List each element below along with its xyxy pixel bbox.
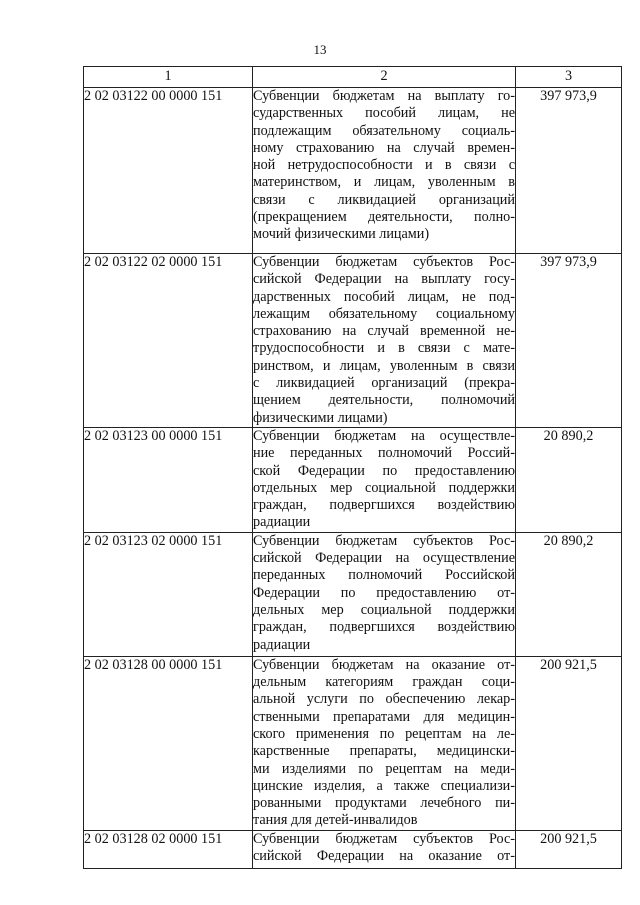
- table-row: [84, 254, 622, 428]
- table-row: [84, 88, 622, 254]
- description-line: цинские изделия, а также специализи-: [253, 777, 515, 794]
- description-line: тания для детей-инвалидов: [253, 812, 418, 829]
- description-line: Субвенции бюджетам субъектов Рос-: [253, 830, 515, 847]
- description-line: граждан, подвергшихся воздействию: [253, 497, 515, 514]
- description-line: альной услуги по обеспечению лекар-: [253, 691, 515, 708]
- row-code: 2 02 03123 00 0000 151: [84, 428, 253, 533]
- row-code: 2 02 03128 00 0000 151: [84, 656, 253, 830]
- description-line: радиации: [253, 636, 311, 653]
- row-amount: 397 973,9: [516, 88, 622, 254]
- description-line: связи с ликвидацией организаций: [253, 191, 515, 208]
- description-line: карственные препараты, медицински-: [253, 743, 515, 760]
- table-row: [84, 830, 622, 868]
- table-row: [84, 532, 622, 656]
- description-line: материнством, и лицам, уволенным в: [253, 174, 515, 191]
- description-line: рованными продуктами лечебного пи-: [253, 795, 515, 812]
- row-amount: 397 973,9: [516, 254, 622, 428]
- budget-table: [83, 66, 622, 869]
- description-line: Субвенции бюджетам на осуществле-: [253, 428, 515, 444]
- description-line: щением деятельности, полномочий: [253, 392, 515, 409]
- description-line: физическими лицами): [253, 409, 388, 426]
- description-line: страхованию на случай временной не-: [253, 323, 515, 340]
- description-line: ние переданных полномочий Россий-: [253, 445, 515, 462]
- row-amount: 20 890,2: [516, 532, 622, 656]
- description-line: ственными препаратами для медицин-: [253, 708, 515, 725]
- description-line: подлежащим обязательному социаль-: [253, 122, 515, 139]
- description-line: дельным категориям граждан соци-: [253, 674, 515, 691]
- description-line: ному страхованию на случай времен-: [253, 139, 515, 156]
- description-line: трудоспособности и в связи с мате-: [253, 340, 515, 357]
- row-description: [253, 656, 516, 830]
- description-line: Субвенции бюджетам субъектов Рос-: [253, 254, 515, 270]
- description-line: Субвенции бюджетам на оказание от-: [253, 656, 515, 673]
- description-line: дельных мер социальной поддержки: [253, 601, 515, 618]
- description-line: Субвенции бюджетам на выплату го-: [253, 88, 515, 104]
- description-line: сийской Федерации на оказание от-: [253, 848, 515, 865]
- description-line: ского применения по рецептам на ле-: [253, 725, 515, 742]
- row-description: [253, 428, 516, 533]
- description-line: радиации: [253, 514, 311, 531]
- table-row: [84, 428, 622, 533]
- row-description: [253, 254, 516, 428]
- description-line: сийской Федерации на выплату госу-: [253, 271, 515, 288]
- description-line: ринством, и лицам, уволенным в связи: [253, 357, 515, 374]
- column-header-amount: 3: [516, 67, 622, 88]
- description-line: ской Федерации по предоставлению: [253, 462, 515, 479]
- description-line: дарственных пособий лицам, не под-: [253, 288, 515, 305]
- description-line: сийской Федерации на осуществление: [253, 550, 515, 567]
- row-code: 2 02 03122 00 0000 151: [84, 88, 253, 254]
- page-number: 13: [313, 42, 327, 57]
- table-header-row: [84, 67, 622, 88]
- row-description: [253, 830, 516, 868]
- description-line: Федерации по предоставлению от-: [253, 584, 515, 601]
- description-line: ми изделиями по рецептам на меди-: [253, 760, 515, 777]
- row-description: [253, 532, 516, 656]
- row-code: 2 02 03123 02 0000 151: [84, 532, 253, 656]
- row-code: 2 02 03122 02 0000 151: [84, 254, 253, 428]
- description-line: сударственных пособий лицам, не: [253, 105, 515, 122]
- row-amount: 200 921,5: [516, 830, 622, 868]
- description-line: отдельных мер социальной поддержки: [253, 479, 515, 496]
- description-line: переданных полномочий Российской: [253, 567, 515, 584]
- column-header-code: 1: [84, 67, 253, 88]
- description-line: (прекращением деятельности, полно-: [253, 209, 515, 226]
- row-description: [253, 88, 516, 254]
- row-amount: 200 921,5: [516, 656, 622, 830]
- description-line: с ликвидацией организаций (прекра-: [253, 375, 515, 392]
- table-row: [84, 656, 622, 830]
- description-line: лежащим обязательному социальному: [253, 305, 515, 322]
- row-amount: 20 890,2: [516, 428, 622, 533]
- description-line: мочий физическими лицами): [253, 226, 430, 243]
- row-code: 2 02 03128 02 0000 151: [84, 830, 253, 868]
- description-line: Субвенции бюджетам субъектов Рос-: [253, 532, 515, 549]
- description-line: граждан, подвергшихся воздействию: [253, 619, 515, 636]
- description-line: ной нетрудоспособности и в связи с: [253, 157, 515, 174]
- column-header-description: 2: [253, 67, 516, 88]
